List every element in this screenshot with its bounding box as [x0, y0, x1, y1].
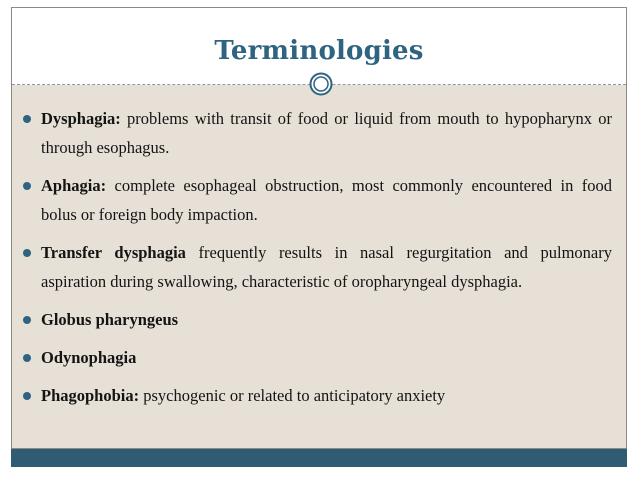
slide-title: Terminologies: [214, 36, 424, 66]
list-item: [20, 171, 612, 229]
list-item: [20, 305, 612, 334]
item-term: Dysphagia:: [41, 109, 121, 128]
bullet-icon: [23, 354, 31, 362]
list-item: [20, 238, 612, 296]
item-text: problems with transit of food or liquid from mouth to hypopharynx or through esophagus.: [41, 109, 612, 157]
item-text: psychogenic or related to anticipatory anxiety: [139, 386, 446, 405]
circle-ornament-icon: [309, 72, 333, 96]
item-text: frequently results in nasal regurgitation and pulmonary aspiration during swallowing, characteristic of oropharyngeal dysphagia.: [41, 243, 612, 291]
list-item: [20, 104, 612, 162]
bullet-icon: [23, 392, 31, 400]
item-term: Aphagia:: [41, 176, 107, 195]
list-item: [20, 343, 612, 372]
bullet-icon: [23, 182, 31, 190]
list-item: [20, 381, 612, 410]
item-text: complete esophageal obstruction, most commonly encountered in food bolus or foreign body impaction.: [41, 176, 612, 224]
bullet-icon: [23, 115, 31, 123]
item-term: Globus pharyngeus: [41, 310, 179, 329]
content-frame: [11, 7, 627, 449]
item-term: Transfer dysphagia: [41, 243, 186, 262]
bullet-icon: [23, 249, 31, 257]
item-term: Phagophobia:: [41, 386, 140, 405]
footer-bar: [11, 449, 627, 467]
item-term: Odynophagia: [41, 348, 137, 367]
bullet-icon: [23, 316, 31, 324]
bullet-list: [20, 104, 612, 419]
